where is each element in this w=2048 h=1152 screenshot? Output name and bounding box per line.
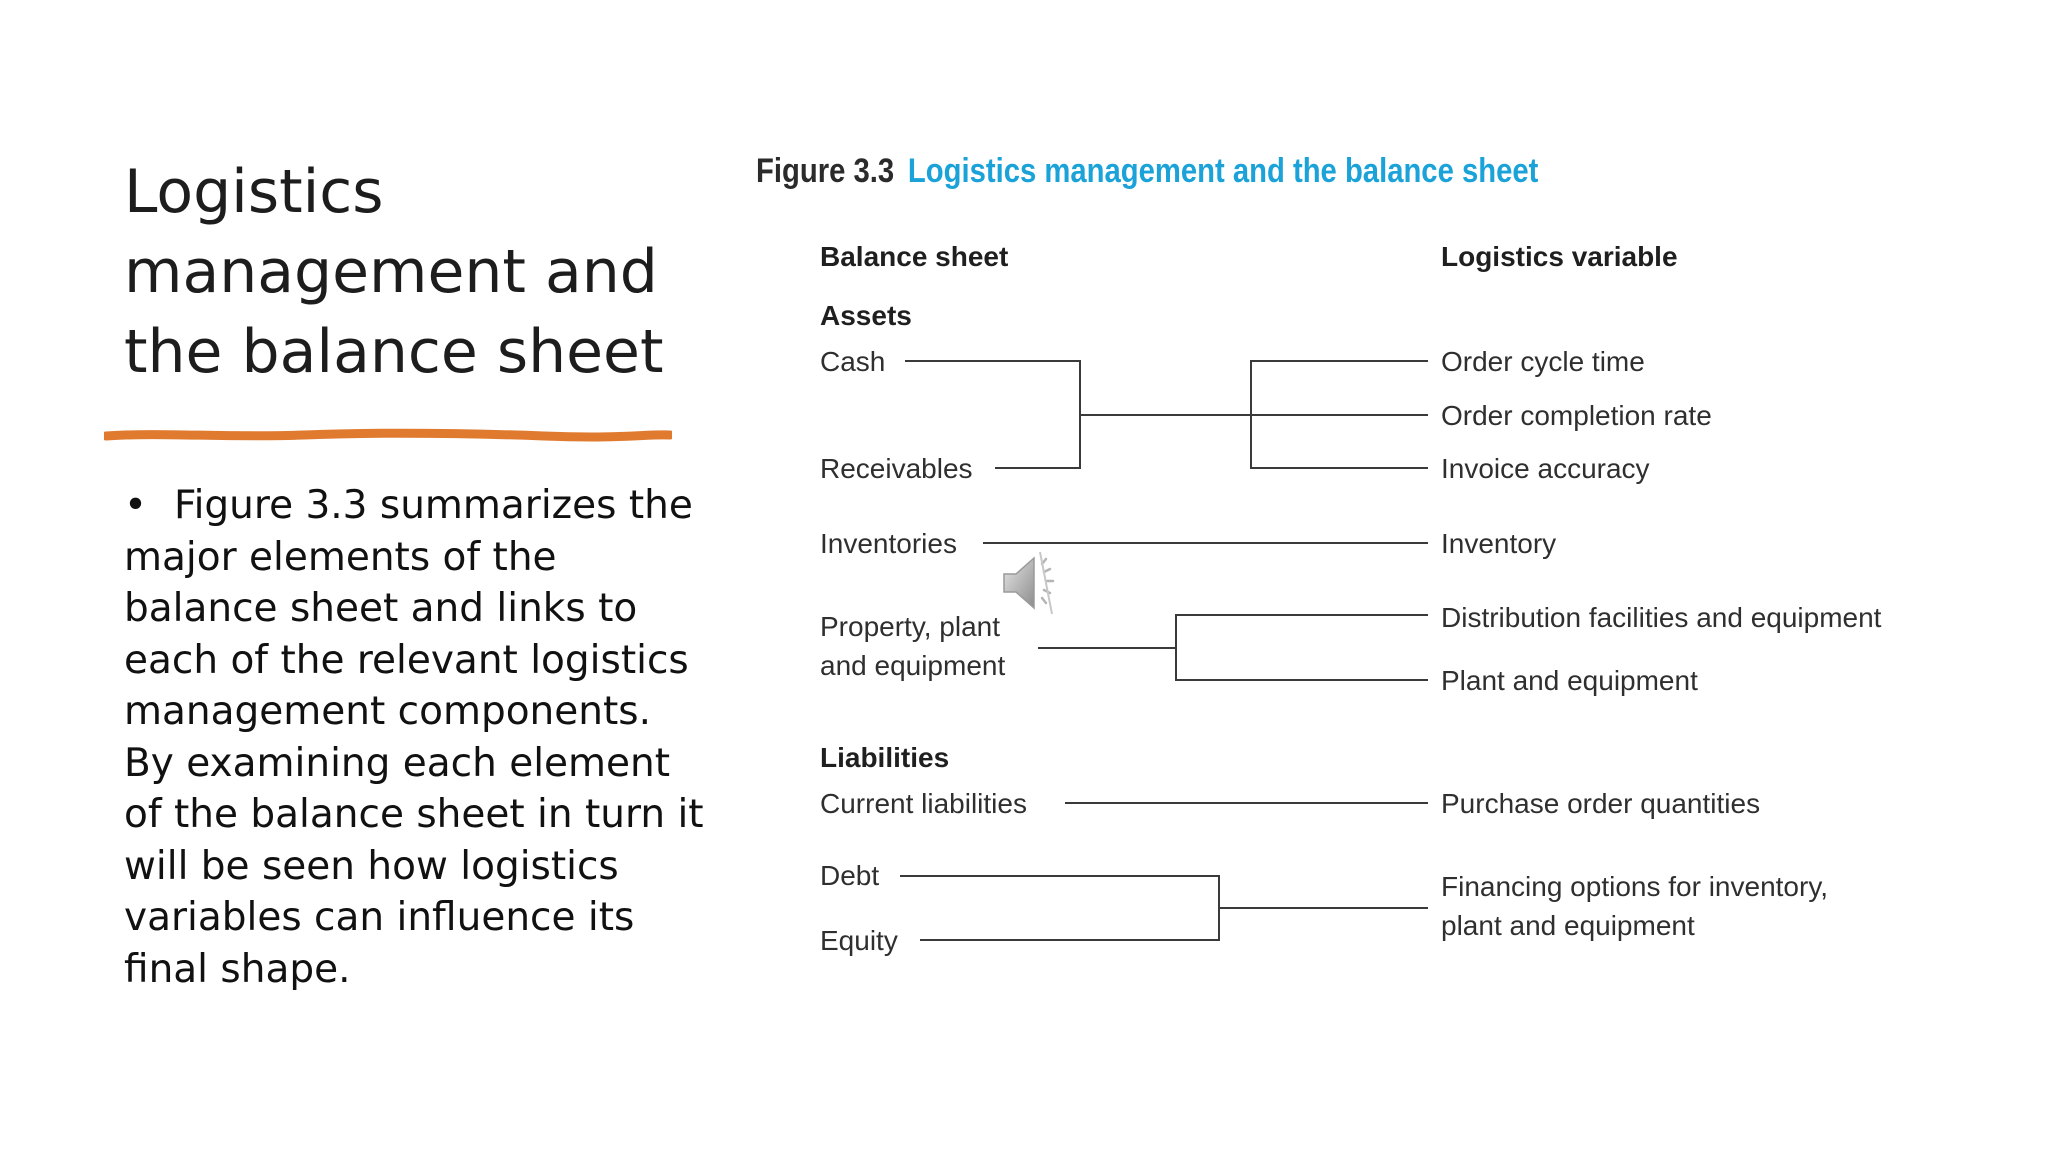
assets-label: Assets bbox=[820, 300, 912, 331]
item-equity: Equity bbox=[820, 925, 898, 956]
item-order-cycle-time: Order cycle time bbox=[1441, 346, 1645, 377]
bullet-marker: • bbox=[124, 483, 148, 528]
connector-cash-receivables bbox=[905, 361, 1428, 468]
item-ppe-line2: and equipment bbox=[820, 650, 1006, 681]
figure-number: Figure 3.3 bbox=[756, 152, 895, 190]
item-ppe-line1: Property, plant bbox=[820, 611, 1001, 642]
connector-ppe bbox=[1038, 615, 1428, 680]
figure-title: Logistics management and the balance sheet bbox=[907, 152, 1539, 190]
item-inventory: Inventory bbox=[1441, 528, 1557, 559]
slide-title: Logistics management and the balance sheet bbox=[124, 157, 664, 387]
item-receivables: Receivables bbox=[820, 453, 973, 484]
item-current-liabilities: Current liabilities bbox=[820, 788, 1027, 819]
right-header: Logistics variable bbox=[1441, 241, 1678, 272]
left-header: Balance sheet bbox=[820, 241, 1009, 272]
item-inventories: Inventories bbox=[820, 528, 957, 559]
item-invoice-accuracy: Invoice accuracy bbox=[1441, 453, 1650, 484]
item-debt: Debt bbox=[820, 860, 880, 891]
item-order-completion-rate: Order completion rate bbox=[1441, 400, 1712, 431]
item-cash: Cash bbox=[820, 346, 886, 377]
item-financing-line1: Financing options for inventory, bbox=[1441, 871, 1829, 902]
bullet-body: Figure 3.3 summarizes the major elements of the balance sheet and links to each of the relevant logistics management components. By examining each element of the balance sheet in turn it will be seen how logistics variables can influence its final shape. bbox=[124, 483, 704, 992]
connector-debt-equity bbox=[900, 876, 1428, 940]
item-financing-line2: plant and equipment bbox=[1441, 910, 1695, 941]
liabilities-label: Liabilities bbox=[820, 742, 950, 773]
item-purchase-order-quantities: Purchase order quantities bbox=[1441, 788, 1761, 819]
speaker-icon[interactable] bbox=[1000, 550, 1072, 616]
item-distribution-facilities: Distribution facilities and equipment bbox=[1441, 602, 1882, 633]
item-plant-equipment: Plant and equipment bbox=[1441, 665, 1698, 696]
